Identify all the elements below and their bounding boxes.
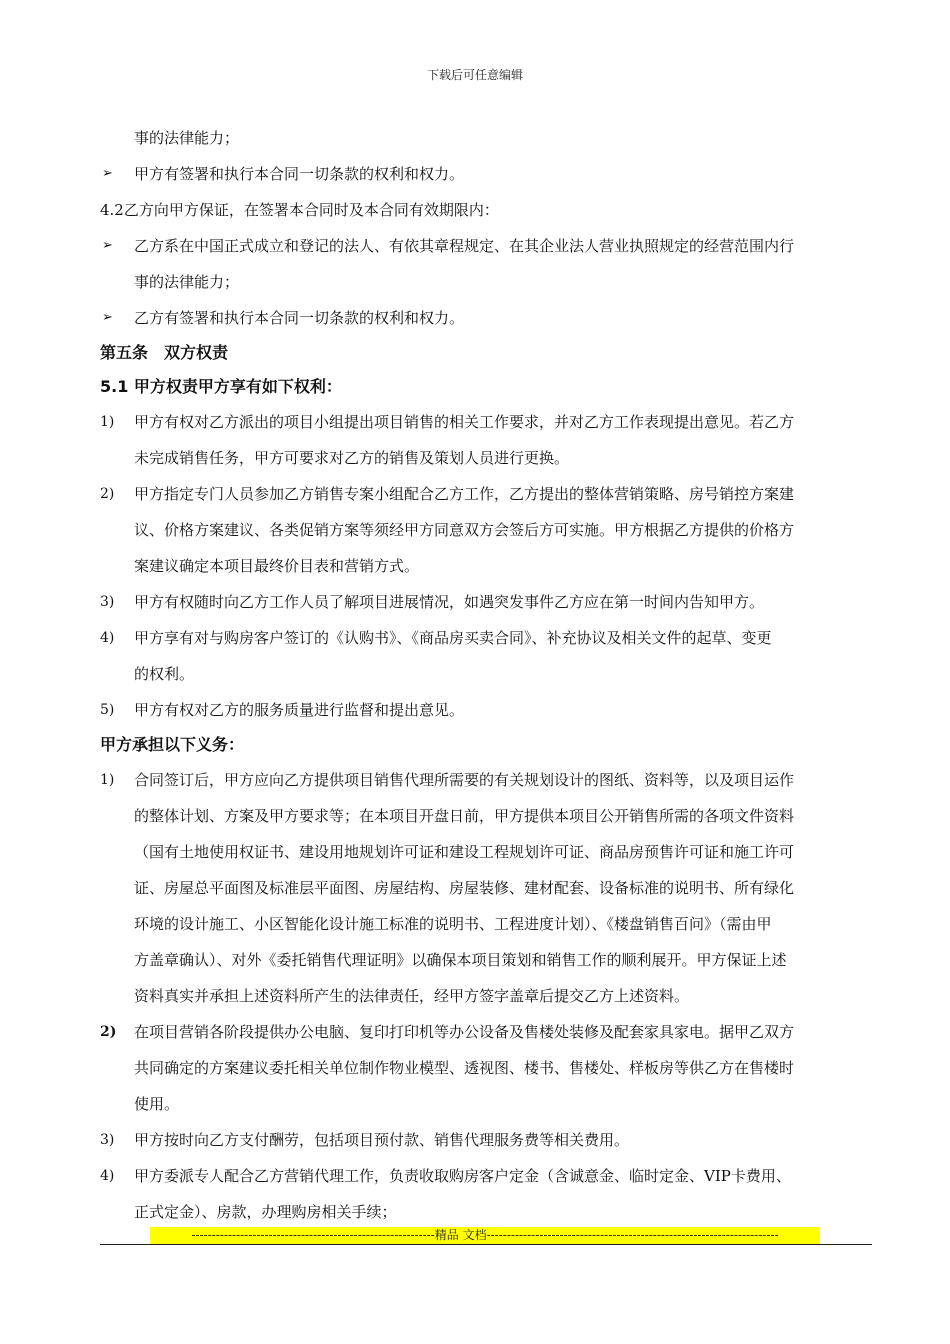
continuation-line: 的整体计划、方案及甲方要求等；在本项目开盘日前，甲方提供本项目公开销售所需的各项文件资料: [134, 807, 795, 825]
item-number: 3): [100, 594, 115, 610]
continuation-line: 资料真实并承担上述资料所产生的法律责任，经甲方签字盖章后提交乙方上述资料。: [134, 987, 690, 1005]
item-number: 4): [100, 1168, 115, 1184]
item-number: 1): [100, 772, 115, 788]
numbered-item: [100, 620, 872, 656]
continuation-line: 的权利。: [134, 665, 195, 683]
item-number: 2): [100, 1024, 117, 1040]
item-line: 在项目营销各阶段提供办公电脑、复印打印机等办公设备及售楼处装修及配套家具家电。据甲乙双方: [134, 1023, 795, 1041]
item-number: 4): [100, 630, 115, 646]
continuation-line: 未完成销售任务，甲方可要求对乙方的销售及策划人员进行更换。: [134, 449, 570, 467]
arrow-bullet-icon: ➢: [102, 310, 113, 325]
continuation-line: 案建议确定本项目最终价目表和营销方式。: [134, 557, 420, 575]
clause-4-2: 4.2乙方向甲方保证，在签署本合同时及本合同有效期限内：: [100, 201, 499, 219]
bullet-text: 乙方有签署和执行本合同一切条款的权利和权力。: [134, 309, 465, 327]
item-line: 甲方委派专人配合乙方营销代理工作，负责收取购房客户定金（含诚意金、临时定金、VIP卡费用、: [134, 1167, 791, 1185]
bullet-item: [100, 300, 872, 336]
arrow-bullet-icon: ➢: [102, 166, 113, 181]
bullet-item: [100, 156, 872, 192]
continuation-line: 使用。: [134, 1095, 180, 1113]
continuation-line: 事的法律能力；: [134, 273, 240, 291]
item-line: 甲方有权随时向乙方工作人员了解项目进展情况，如遇突发事件乙方应在第一时间内告知甲方。: [134, 593, 765, 611]
item-line: 甲方享有对与购房客户签订的《认购书》、《商品房买卖合同》、补充协议及相关文件的起草、变更: [134, 629, 772, 647]
numbered-item: [100, 1122, 872, 1158]
continuation-line: 证、房屋总平面图及标准层平面图、房屋结构、房屋装修、建材配套、设备标准的说明书、所有绿化: [134, 879, 795, 897]
header-note: 下载后可任意编辑: [426, 68, 523, 82]
continuation-line: 环境的设计施工、小区智能化设计施工标准的说明书、工程进度计划）、《楼盘销售百问》（需由甲: [134, 915, 772, 933]
item-number: 1): [100, 414, 115, 430]
document-body: [100, 120, 872, 1230]
footer-rule: [100, 1244, 872, 1245]
obligations-title: 甲方承担以下义务：: [100, 735, 245, 754]
numbered-item: [100, 1158, 872, 1194]
continuation-line: 方盖章确认）、对外《委托销售代理证明》以确保本项目策划和销售工作的顺利展开。甲方保证上述: [134, 951, 787, 969]
item-line: 合同签订后，甲方应向乙方提供项目销售代理所需要的有关规划设计的图纸、资料等，以及项目运作: [134, 771, 795, 789]
continuation-line: （国有土地使用权证书、建设用地规划许可证和建设工程规划许可证、商品房预售许可证和施工许可: [134, 843, 795, 861]
item-line: 甲方按时向乙方支付酬劳，包括项目预付款、销售代理服务费等相关费用。: [134, 1131, 630, 1149]
item-line: 甲方有权对乙方派出的项目小组提出项目销售的相关工作要求，并对乙方工作表现提出意见。若乙方: [134, 413, 795, 431]
continuation-line: 事的法律能力；: [134, 129, 240, 147]
numbered-item: [100, 762, 872, 798]
numbered-item: [100, 1014, 872, 1050]
numbered-item: [100, 404, 872, 440]
arrow-bullet-icon: ➢: [102, 238, 113, 253]
continuation-line: 共同确定的方案建议委托相关单位制作物业模型、透视图、楼书、售楼处、样板房等供乙方在售楼时: [134, 1059, 795, 1077]
item-line: 甲方指定专门人员参加乙方销售专案小组配合乙方工作，乙方提出的整体营销策略、房号销控方案建: [134, 485, 795, 503]
item-line: 甲方有权对乙方的服务质量进行监督和提出意见。: [134, 701, 465, 719]
numbered-item: [100, 584, 872, 620]
numbered-item: [100, 692, 872, 728]
bullet-text: 乙方系在中国正式成立和登记的法人、有依其章程规定、在其企业法人营业执照规定的经营范围内行: [134, 237, 795, 255]
article-title: 第五条 双方权责: [100, 343, 229, 362]
bullet-text: 甲方有签署和执行本合同一切条款的权利和权力。: [134, 165, 465, 183]
item-number: 3): [100, 1132, 115, 1148]
numbered-item: [100, 476, 872, 512]
bullet-item: [100, 228, 872, 264]
continuation-line: 议、价格方案建议、各类促销方案等须经甲方同意双方会签后方可实施。甲方根据乙方提供的价格方: [134, 521, 795, 539]
item-number: 2): [100, 486, 115, 502]
continuation-line: 正式定金）、房款，办理购房相关手续；: [134, 1203, 397, 1221]
footer-highlight-band: ------------------------------------------------------------精品 文档------------------------------------------------------------------------: [150, 1227, 820, 1244]
subsection-title: 5.1 甲方权责甲方享有如下权利：: [100, 377, 342, 396]
item-number: 5): [100, 702, 115, 718]
